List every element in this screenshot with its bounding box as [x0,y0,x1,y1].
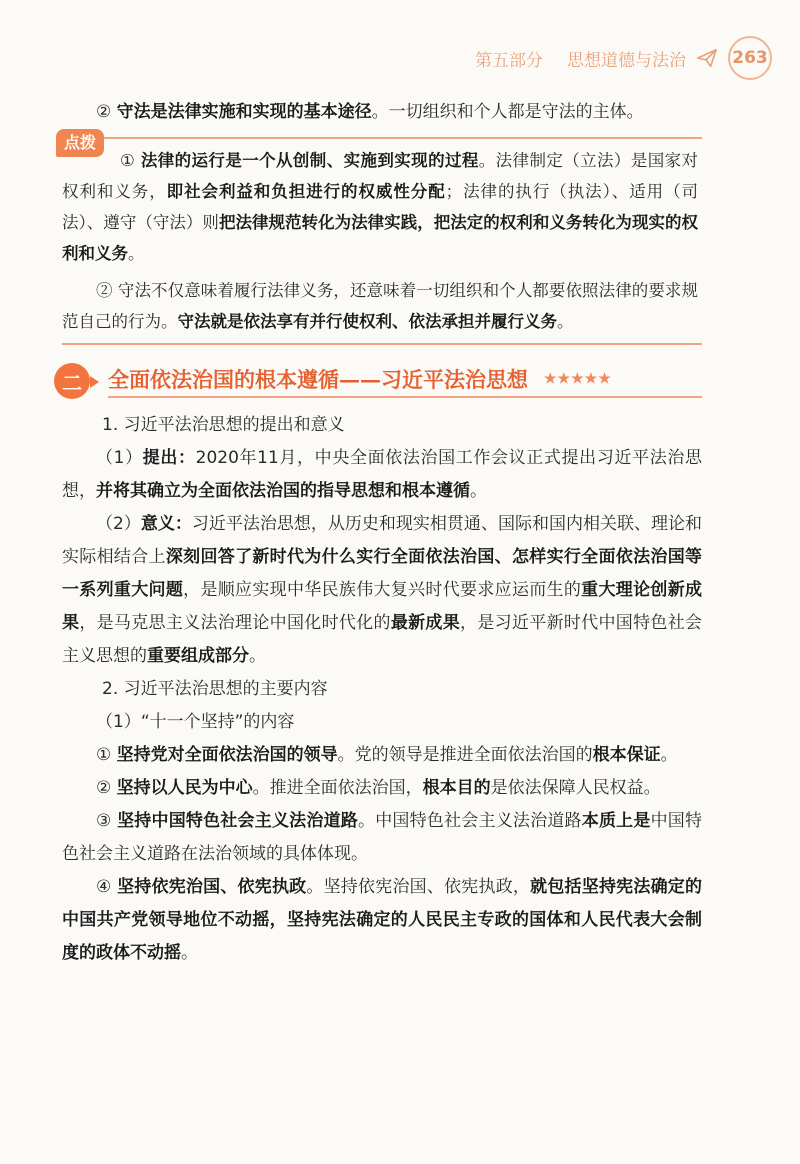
tip-badge: 点拨 [56,129,104,157]
page-header [475,36,772,80]
page-number: 263 [728,36,772,80]
paragraph-significance: （2）意义：习近平法治思想，从历史和现实相贯通、国际和国内相关联、理论和实际相结合上深刻回答了新时代为什么实行全面依法治国、怎样实行全面依法治国等一系列重大问题，是顺应实现中华民族伟大复兴时代要求应运而生的重大理论创新成果，是马克思主义法治理论中国化时代化的最新成果，是习近平新时代中国特色社会主义思想的重要组成部分。 [62,514,703,666]
tip-box [62,133,702,345]
subsection-1-heading: 1. 习近平法治思想的提出和意义 [102,415,345,435]
list-item-3: ③ 坚持中国特色社会主义法治道路。中国特色社会主义法治道路本质上是中国特色社会主义道路在法治领域的具体体现。 [62,811,703,864]
tip-paragraph-2: ② 守法不仅意味着履行法律义务，还意味着一切组织和个人都要依照法律的要求规范自己的行为。守法就是依法享有并行使权利、依法承担并履行义务。 [62,281,698,331]
part-label: 第五部分 [475,50,543,71]
section-heading [54,359,702,403]
list-item-1: ① 坚持党对全面依法治国的领导。党的领导是推进全面依法治国的根本保证。 [96,745,678,765]
paragraph-law-abiding: ② 守法是法律实施和实现的基本途径。一切组织和个人都是守法的主体。 [96,102,644,122]
subsection-2-heading: 2. 习近平法治思想的主要内容 [102,679,328,699]
chapter-label: 思想道德与法治 [567,50,686,71]
list-item-4: ④ 坚持依宪治国、依宪执政。坚持依宪治国、依宪执政，就包括坚持宪法确定的中国共产党领导地位不动摇，坚持宪法确定的人民民主专政的国体和人民代表大会制度的政体不动摇。 [62,877,703,963]
tip-paragraph-1: ① 法律的运行是一个从创制、实施到实现的过程。法律制定（立法）是国家对权利和义务，即社会利益和负担进行的权威性分配；法律的执行（执法）、适用（司法）、遵守（守法）则把法律规范转化为法律实践，把法定的权利和义务转化为现实的权利和义务。 [62,151,699,263]
list-item-2: ② 坚持以人民为中心。推进全面依法治国，根本目的是依法保障人民权益。 [96,778,661,798]
paper-plane-icon [696,47,718,69]
paragraph-proposal: （1）提出：2020年11月，中央全面依法治国工作会议正式提出习近平法治思想，并将其确立为全面依法治国的指导思想和根本遵循。 [62,448,702,501]
section-title: 全面依法治国的根本遵循——习近平法治思想 ★★★★★ [108,364,702,398]
star-rating-icon: ★★★★★ [544,371,612,387]
page-content [62,96,702,970]
section-number: 二 [54,363,90,399]
sub-heading-eleven: （1）“十一个坚持”的内容 [96,712,295,732]
